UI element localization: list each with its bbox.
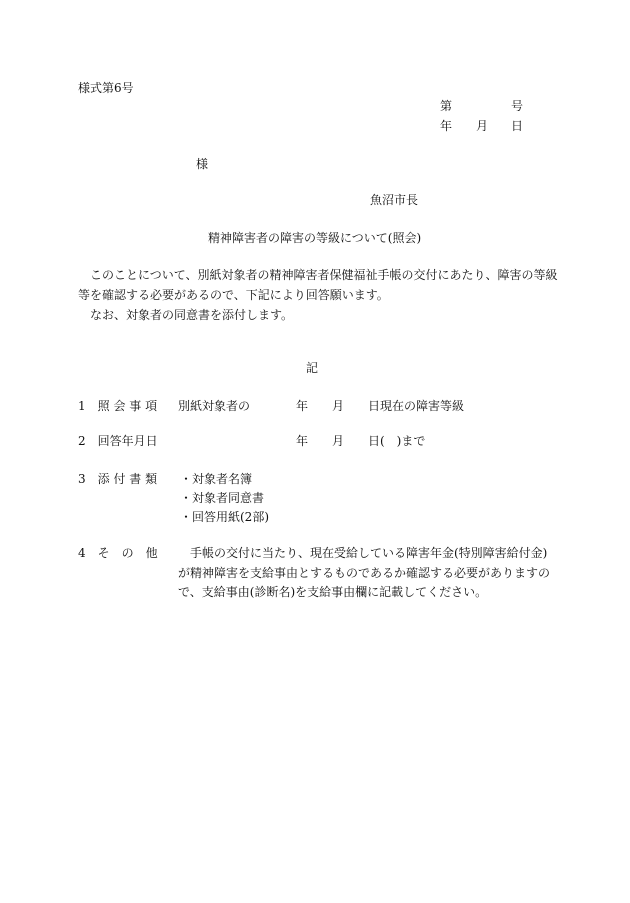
sender-name: 魚沼市長 — [370, 193, 419, 207]
item1-text-b: 日現在の障害等級 — [368, 399, 465, 413]
item4-line-3: で、支給事由(診断名)を支給事由欄に記載してください。 — [178, 585, 488, 599]
item2-year: 年 — [296, 434, 309, 448]
item2-month: 月 — [332, 434, 345, 448]
body-line-2: 等を確認する必要があるので、下記により回答願います。 — [78, 288, 389, 302]
document-title: 精神障害者の障害の等級について(照会) — [208, 231, 422, 245]
doc-number-suffix: 号 — [511, 99, 524, 113]
item4-line-2: が精神障害を支給事由とするものであるか確認する必要がありますの — [178, 566, 551, 580]
item1-text-a: 別紙対象者の — [178, 399, 251, 413]
attachment-item: ・回答用紙(2部) — [180, 510, 269, 524]
attachment-item: ・対象者名簿 — [180, 472, 253, 486]
doc-number-prefix: 第 — [440, 99, 453, 113]
date-month: 月 — [476, 119, 489, 133]
form-number: 様式第6号 — [78, 81, 134, 95]
body-line-3: なお、対象者の同意書を添付します。 — [90, 308, 294, 322]
date-day: 日 — [511, 119, 524, 133]
item1-year: 年 — [296, 399, 309, 413]
date-year: 年 — [440, 119, 453, 133]
item4-label: 4 そ の 他 — [78, 546, 158, 560]
attachment-item: ・対象者同意書 — [180, 491, 265, 505]
item4-line-1: 手帳の交付に当たり、現在受給している障害年金(特別障害給付金) — [190, 546, 548, 560]
addressee-honorific: 様 — [196, 157, 209, 171]
item2-text-b: 日( )まで — [368, 434, 426, 448]
item1-month: 月 — [332, 399, 345, 413]
item2-label: 2 回答年月日 — [78, 434, 158, 448]
ki-heading: 記 — [306, 361, 319, 375]
item1-label: 1 照 会 事 項 — [78, 399, 158, 413]
item3-label: 3 添 付 書 類 — [78, 472, 158, 486]
body-line-1: このことについて、別紙対象者の精神障害者保健福祉手帳の交付にあたり、障害の等級 — [90, 268, 558, 282]
